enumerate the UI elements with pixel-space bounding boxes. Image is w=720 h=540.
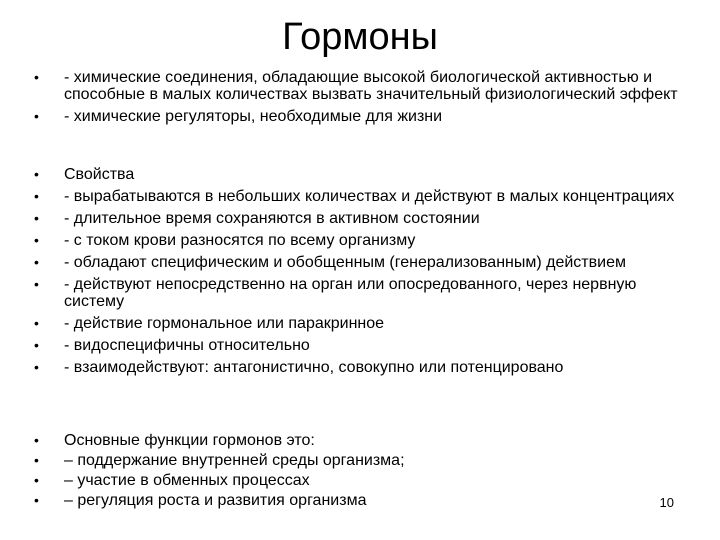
bullet-icon: • (34, 69, 39, 85)
bullet-icon: • (34, 492, 39, 508)
list-item (0, 69, 720, 103)
bullet-icon: • (34, 337, 39, 353)
list-item-text: - химические регуляторы, необходимые для жизни (64, 108, 443, 125)
page-number: 10 (659, 495, 674, 510)
list-item (0, 108, 720, 125)
list-item-text: – поддержание внутренней среды организма; (64, 452, 405, 469)
list-item-text: - действие гормональное или паракринное (64, 315, 385, 332)
list-item-text: - действуют непосредственно на орган или опосредованного, через нервную систему (64, 276, 637, 310)
bullet-icon: • (34, 188, 39, 204)
bullet-icon: • (34, 254, 39, 270)
list-item (0, 359, 720, 376)
list-item (0, 432, 720, 449)
list-item (0, 232, 720, 249)
bullet-icon: • (34, 452, 39, 468)
bullet-icon: • (34, 210, 39, 226)
bullet-icon: • (34, 276, 39, 292)
slide-title: Гормоны (282, 16, 438, 58)
list-item (0, 472, 720, 489)
properties-list (0, 166, 720, 381)
bullet-icon: • (34, 232, 39, 248)
list-item-text: - химические соединения, обладающие высокой биологической активностью и способные в малых количествах вызвать значительный физиологический эффект (64, 69, 678, 103)
list-item (0, 492, 720, 509)
list-item (0, 254, 720, 271)
list-item-text: - с током крови разносятся по всему организму (64, 232, 416, 249)
list-item (0, 452, 720, 469)
list-item-text: - вырабатываются в небольших количествах и действуют в малых концентрациях (64, 188, 675, 205)
bullet-icon: • (34, 315, 39, 331)
list-item-text: Основные функции гормонов это: (64, 432, 315, 449)
list-item (0, 276, 720, 310)
list-item-text: – регуляция роста и развития организма (64, 492, 367, 509)
list-item-text: - взаимодействуют: антагонистично, совокупно или потенцировано (64, 359, 564, 376)
definition-list (0, 69, 720, 130)
bullet-icon: • (34, 432, 39, 448)
list-item-text: - обладают специфическим и обобщенным (генерализованным) действием (64, 254, 626, 271)
list-item-text: - длительное время сохраняются в активном состоянии (64, 210, 480, 227)
list-item-text: - видоспецифичны относительно (64, 337, 310, 354)
list-item (0, 188, 720, 205)
list-item (0, 166, 720, 183)
list-item (0, 210, 720, 227)
list-item (0, 315, 720, 332)
bullet-icon: • (34, 472, 39, 488)
list-item-text: Свойства (64, 166, 135, 183)
list-item (0, 337, 720, 354)
bullet-icon: • (34, 166, 39, 182)
list-item-text: – участие в обменных процессах (64, 472, 310, 489)
bullet-icon: • (34, 108, 39, 124)
bullet-icon: • (34, 359, 39, 375)
functions-list (0, 432, 720, 512)
